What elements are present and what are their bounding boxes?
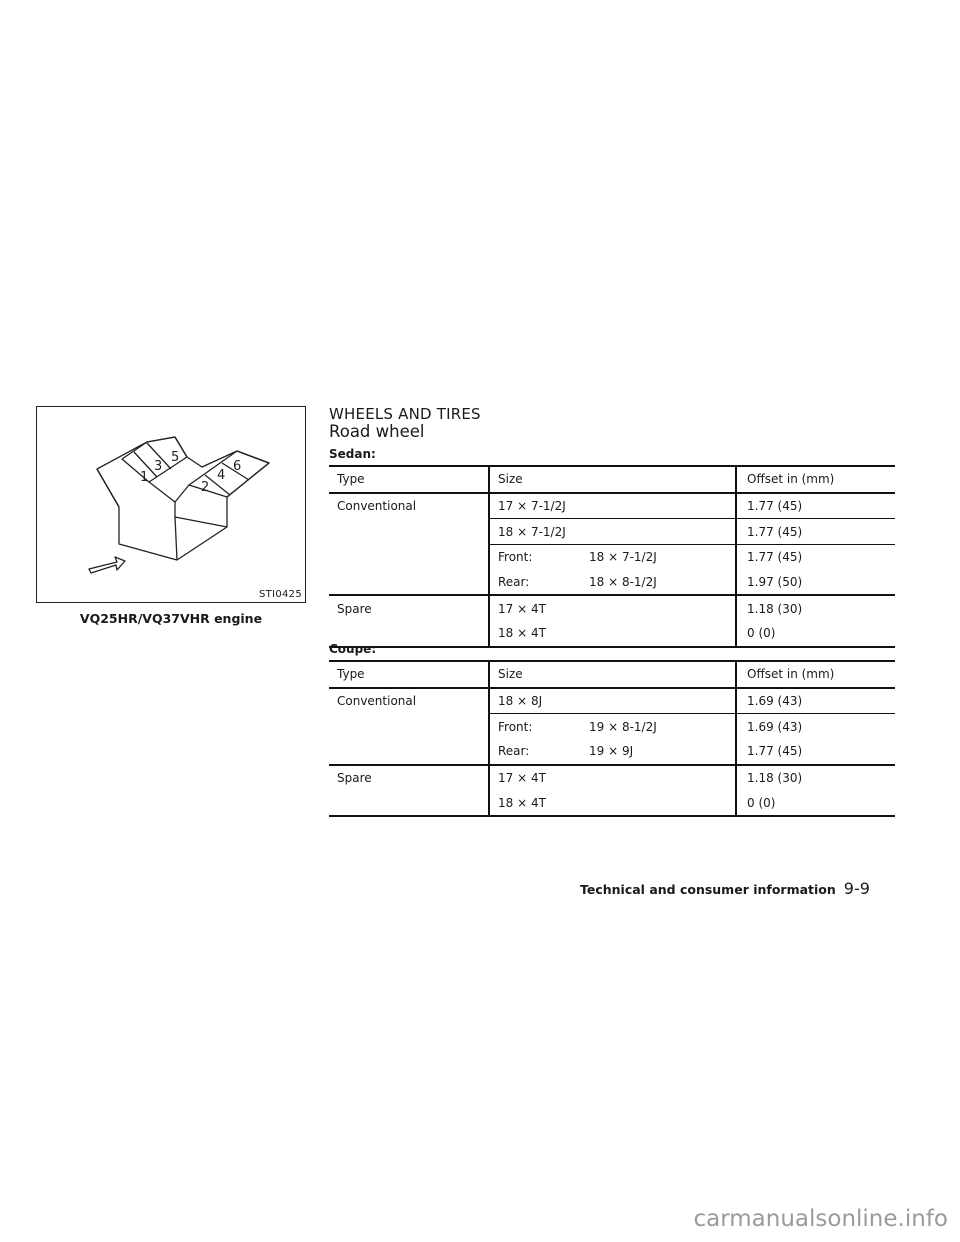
cell-type [329,545,489,570]
section-title: WHEELS AND TIRES [329,405,481,423]
figure-code: STI0425 [259,589,302,600]
cylinder-label: 5 [171,450,180,465]
axle-position: Rear: [498,744,530,759]
cylinder-label: 1 [140,470,149,485]
table-row [329,688,895,714]
coupe-label: Coupe: [329,642,377,656]
cell-offset: 1.77 (45) [736,739,895,765]
cell-offset: 1.69 (43) [736,714,895,739]
cell-offset: 1.77 (45) [736,519,895,545]
size-value: 17 × 7-1/2J [498,499,566,514]
cell-type: Conventional [337,499,417,514]
header-offset: Offset in (mm) [736,466,895,493]
cell-offset: 0 (0) [736,621,895,647]
cell-size [489,739,736,765]
table-row [329,621,895,647]
table-row [329,570,895,596]
axle-position: Front: [498,719,533,734]
cylinder-label: 2 [201,480,210,495]
table-header-row [329,466,895,493]
size-value: 18 × 7-1/2J [589,550,657,565]
cylinder-label: 3 [154,459,163,474]
cell-type [329,519,489,545]
cylinder-label: 6 [233,459,242,474]
sedan-label: Sedan: [329,447,376,461]
table-row [329,714,895,739]
cell-size [489,493,736,519]
cell-size [489,765,736,791]
cell-size [489,595,736,621]
header-type: Type [329,661,489,688]
header-size: Size [489,466,736,493]
cell-size [489,519,736,545]
cell-type [329,790,489,816]
table-row [329,493,895,519]
axle-position: Rear: [498,575,530,590]
cell-size [489,714,736,739]
size-value: 18 × 4T [498,626,546,641]
size-value: 18 × 8-1/2J [589,575,657,590]
header-type: Type [329,466,489,493]
cell-offset: 1.18 (30) [736,595,895,621]
header-size: Size [489,661,736,688]
cell-offset: 0 (0) [736,790,895,816]
size-value: 17 × 4T [498,601,546,616]
size-value: 18 × 8J [498,694,543,709]
size-value: 18 × 7-1/2J [498,524,566,539]
table-row [329,765,895,791]
cell-offset: 1.69 (43) [736,688,895,714]
cell-size [489,790,736,816]
axle-position: Front: [498,550,533,565]
page-footer [580,879,870,898]
cylinder-label: 4 [217,468,226,483]
cell-size [489,621,736,647]
size-value: 19 × 8-1/2J [589,719,657,734]
sedan-wheel-table [329,465,895,648]
cell-offset: 1.97 (50) [736,570,895,596]
size-value: 17 × 4T [498,771,546,786]
size-value: 19 × 9J [589,744,634,759]
cell-size [489,570,736,596]
cell-size [489,545,736,570]
engine-cylinder-figure [36,406,306,603]
subsection-title: Road wheel [329,422,425,441]
table-row [329,595,895,621]
page-number: 9-9 [843,879,870,898]
cell-type: Spare [329,595,489,621]
cell-offset: 1.77 (45) [736,493,895,519]
watermark: carmanualsonline.info [693,1206,948,1232]
table-row [329,519,895,545]
size-value: 18 × 4T [498,795,546,810]
cell-type [329,570,489,596]
engine-cylinder-diagram [37,407,305,602]
cell-type: Spare [329,765,489,791]
table-header-row [329,661,895,688]
cell-type [329,739,489,765]
table-row [329,739,895,765]
table-row [329,545,895,570]
header-offset: Offset in (mm) [736,661,895,688]
cell-type: Conventional [337,694,417,709]
coupe-wheel-table [329,660,895,817]
figure-caption: VQ25HR/VQ37VHR engine [79,611,263,626]
cell-offset: 1.77 (45) [736,545,895,570]
footer-section-name: Technical and consumer information [580,882,836,897]
cell-offset: 1.18 (30) [736,765,895,791]
cell-type [329,714,489,739]
cell-size [489,688,736,714]
table-row [329,790,895,816]
